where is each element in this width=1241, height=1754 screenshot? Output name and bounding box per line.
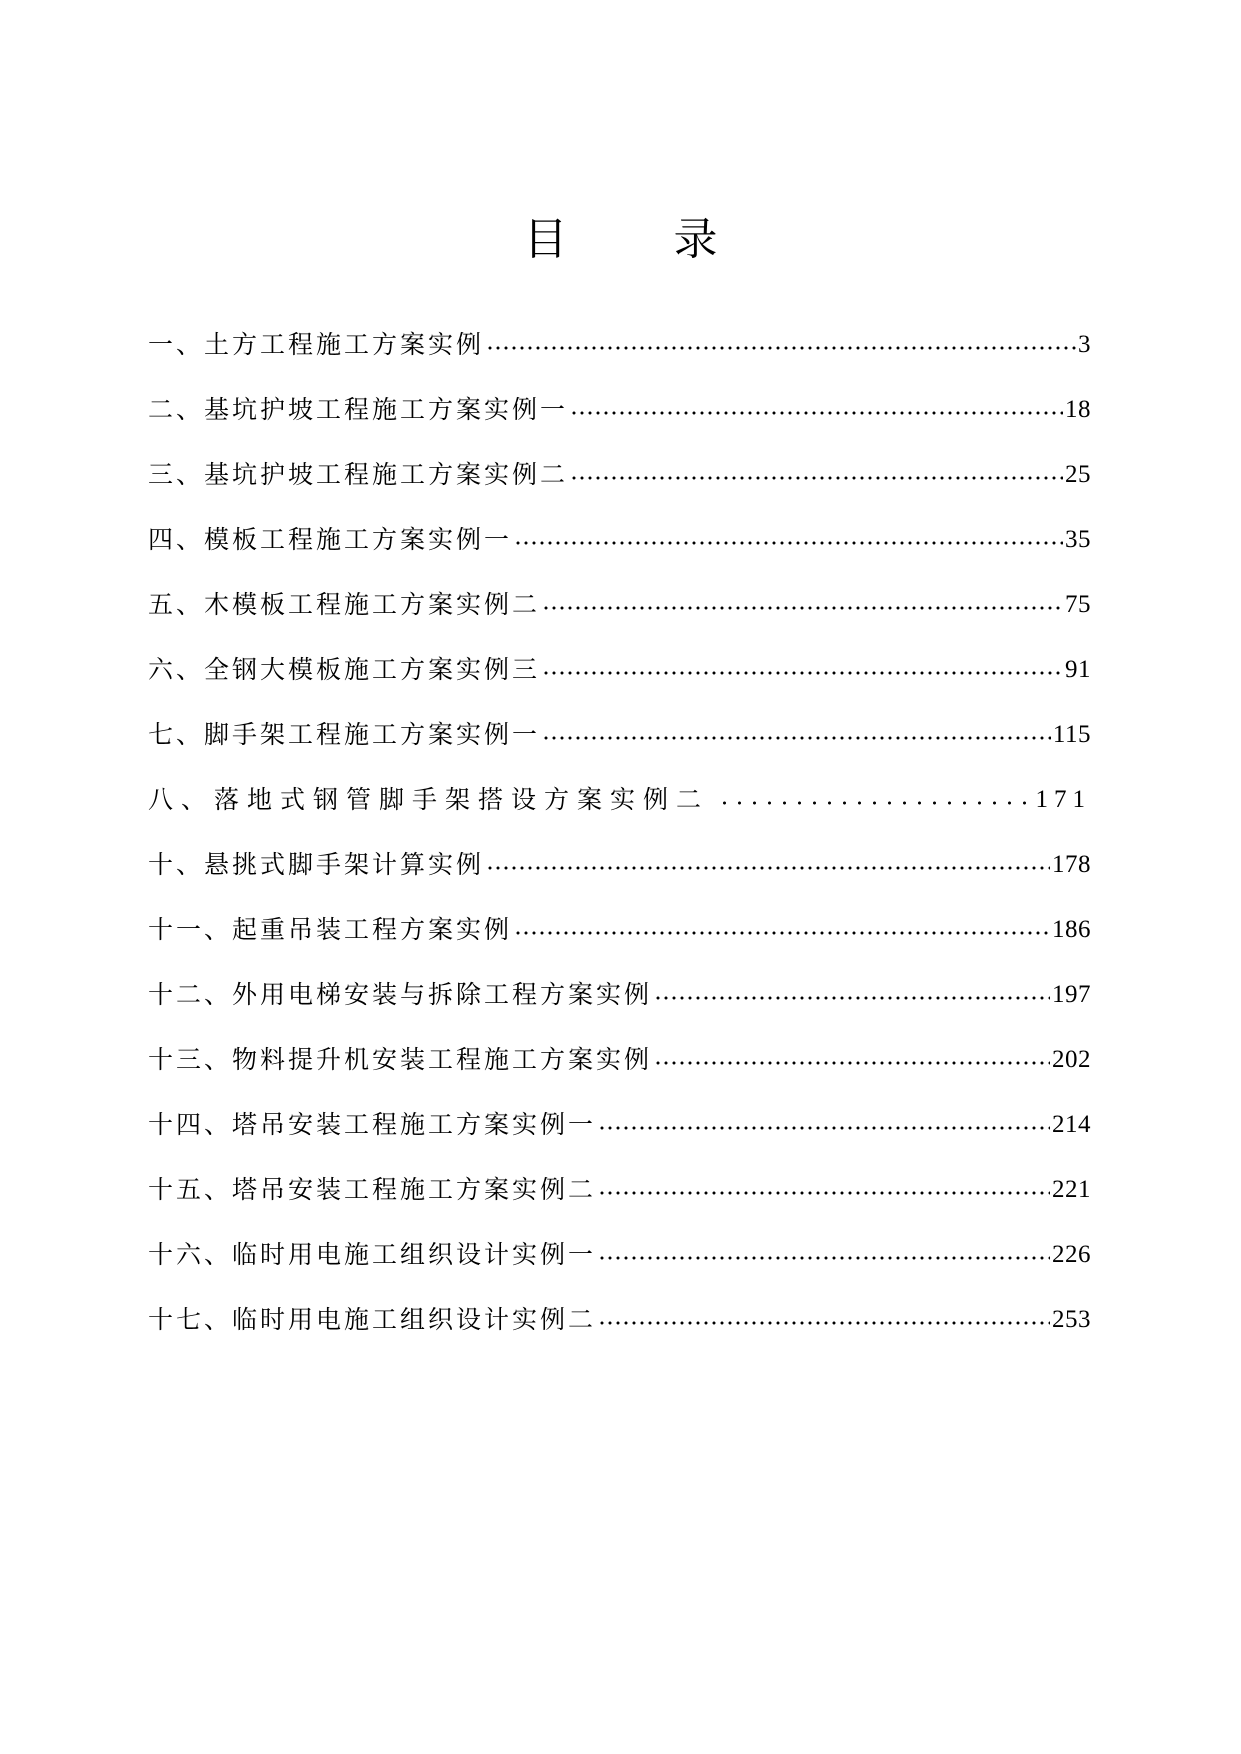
toc-entry-label: 二、基坑护坡工程施工方案实例一 bbox=[148, 394, 569, 424]
toc-entry[interactable] bbox=[148, 1157, 1091, 1222]
toc-entry-label: 七、脚手架工程施工方案实例一 bbox=[148, 719, 541, 749]
toc-dot-leader bbox=[486, 865, 1050, 871]
toc-entry-label: 十七、临时用电施工组织设计实例二 bbox=[148, 1304, 597, 1334]
toc-dot-leader bbox=[717, 800, 1033, 806]
toc-entry[interactable] bbox=[148, 1222, 1091, 1287]
toc-page-number: 35 bbox=[1065, 525, 1091, 553]
toc-entry[interactable] bbox=[148, 637, 1091, 702]
toc-entry-label: 三、基坑护坡工程施工方案实例二 bbox=[148, 459, 569, 489]
toc-dot-leader bbox=[542, 605, 1063, 611]
toc-entry[interactable] bbox=[148, 507, 1091, 572]
toc-entry-label: 八、落地式钢管脚手架搭设方案实例二 bbox=[148, 784, 710, 814]
toc-page-number: 115 bbox=[1052, 720, 1091, 748]
table-of-contents bbox=[148, 312, 1091, 1352]
toc-page-number: 25 bbox=[1065, 460, 1091, 488]
toc-dot-leader bbox=[654, 1060, 1050, 1066]
toc-page-number: 3 bbox=[1078, 330, 1091, 358]
toc-page-number: 186 bbox=[1052, 915, 1091, 943]
toc-page-number: 178 bbox=[1052, 850, 1091, 878]
toc-dot-leader bbox=[598, 1320, 1050, 1326]
toc-entry-label: 十二、外用电梯安装与拆除工程方案实例 bbox=[148, 979, 653, 1009]
toc-entry-label: 十、悬挑式脚手架计算实例 bbox=[148, 849, 485, 879]
toc-page-number: 253 bbox=[1052, 1305, 1091, 1333]
toc-entry[interactable] bbox=[148, 897, 1091, 962]
toc-page-number: 197 bbox=[1052, 980, 1091, 1008]
toc-entry-label: 五、木模板工程施工方案实例二 bbox=[148, 589, 541, 619]
toc-entry[interactable] bbox=[148, 767, 1091, 832]
toc-entry-label: 十五、塔吊安装工程施工方案实例二 bbox=[148, 1174, 597, 1204]
toc-page-number: 91 bbox=[1065, 655, 1091, 683]
toc-entry[interactable] bbox=[148, 572, 1091, 637]
toc-dot-leader bbox=[598, 1255, 1050, 1261]
toc-entry-label: 六、全钢大模板施工方案实例三 bbox=[148, 654, 541, 684]
toc-dot-leader bbox=[542, 670, 1063, 676]
toc-entry-label: 十三、物料提升机安装工程施工方案实例 bbox=[148, 1044, 653, 1074]
toc-dot-leader bbox=[486, 345, 1076, 351]
toc-entry[interactable] bbox=[148, 702, 1091, 767]
toc-entry[interactable] bbox=[148, 312, 1091, 377]
toc-entry[interactable] bbox=[148, 442, 1091, 507]
toc-entry[interactable] bbox=[148, 1287, 1091, 1352]
toc-entry-label: 十四、塔吊安装工程施工方案实例一 bbox=[148, 1109, 597, 1139]
toc-page-number: 226 bbox=[1052, 1240, 1091, 1268]
toc-entry-label: 一、土方工程施工方案实例 bbox=[148, 329, 485, 359]
toc-entry[interactable] bbox=[148, 377, 1091, 442]
toc-dot-leader bbox=[654, 995, 1050, 1001]
toc-page-number: 75 bbox=[1065, 590, 1091, 618]
toc-entry[interactable] bbox=[148, 1092, 1091, 1157]
toc-entry-label: 四、模板工程施工方案实例一 bbox=[148, 524, 513, 554]
toc-page-number: 202 bbox=[1052, 1045, 1091, 1073]
toc-dot-leader bbox=[598, 1190, 1050, 1196]
toc-dot-leader bbox=[570, 410, 1063, 416]
toc-entry-label: 十六、临时用电施工组织设计实例一 bbox=[148, 1239, 597, 1269]
toc-dot-leader bbox=[570, 475, 1063, 481]
toc-dot-leader bbox=[514, 930, 1050, 936]
toc-page-number: 171 bbox=[1035, 785, 1091, 813]
toc-dot-leader bbox=[542, 735, 1051, 741]
page-title: 目 录 bbox=[523, 214, 764, 265]
toc-page-number: 18 bbox=[1065, 395, 1091, 423]
toc-page-number: 214 bbox=[1052, 1110, 1091, 1138]
toc-entry[interactable] bbox=[148, 1027, 1091, 1092]
toc-entry[interactable] bbox=[148, 962, 1091, 1027]
toc-dot-leader bbox=[514, 540, 1063, 546]
toc-entry-label: 十一、起重吊装工程方案实例 bbox=[148, 914, 513, 944]
toc-page-number: 221 bbox=[1052, 1175, 1091, 1203]
toc-dot-leader bbox=[598, 1125, 1050, 1131]
toc-entry[interactable] bbox=[148, 832, 1091, 897]
